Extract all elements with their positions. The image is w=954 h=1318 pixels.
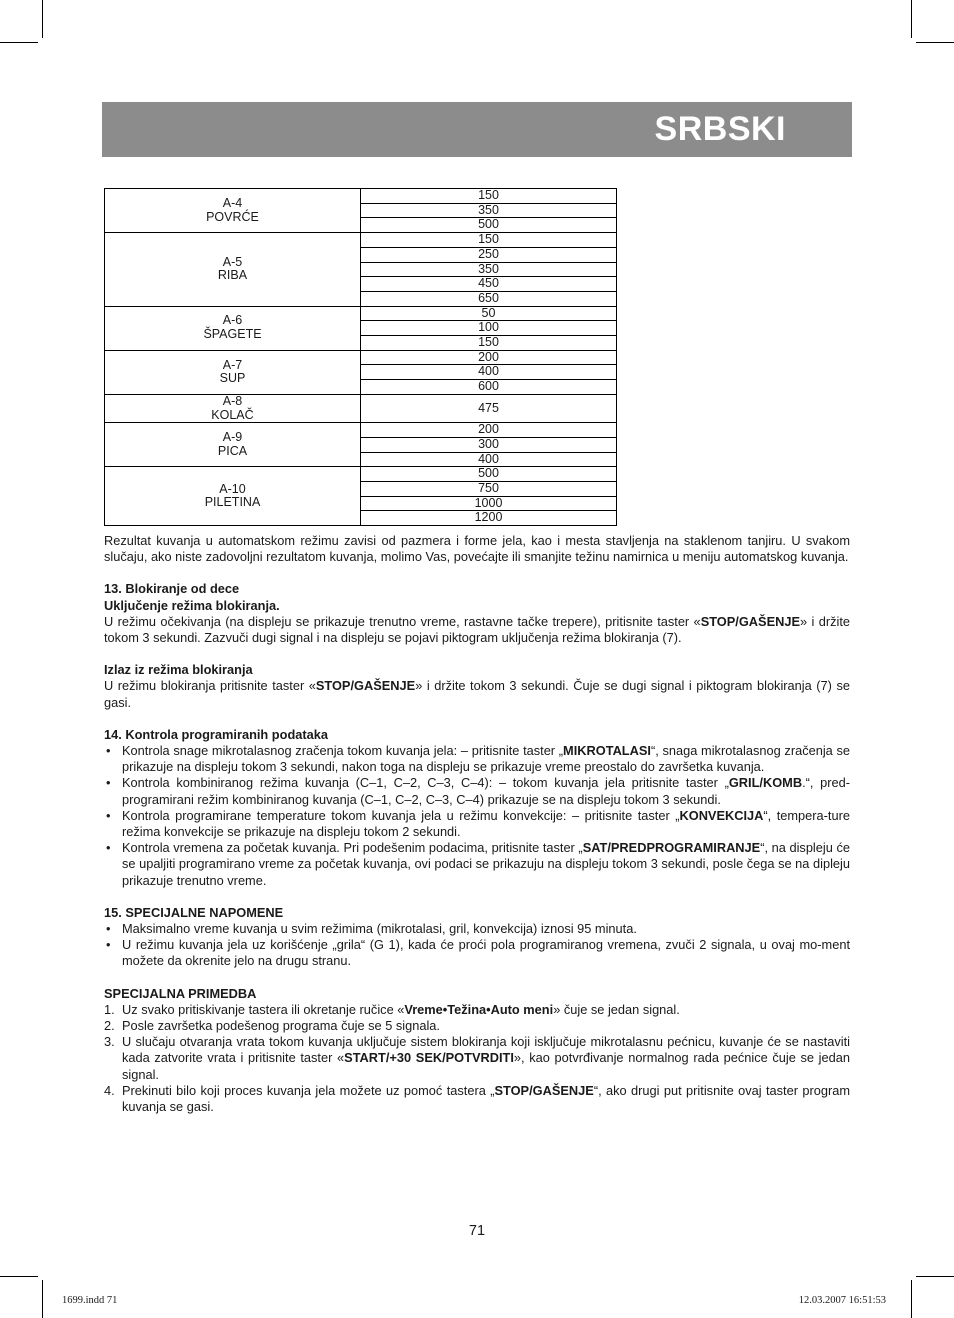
crop-mark — [911, 1280, 912, 1318]
table-row — [105, 467, 617, 482]
program-name: RIBA — [217, 268, 248, 283]
date-slug: 12.03.2007 16:51:53 — [798, 1295, 886, 1306]
crop-mark — [42, 0, 43, 38]
lock-off-paragraph: U režimu blokiranja pritisnite taster «STOP/GAŠENJE» i držite tokom 3 sekundi. Čuje se dugi signal i piktogram blokiranja (7) se gasi. — [104, 678, 850, 710]
table-row — [105, 233, 617, 248]
weight-cell: 500 — [361, 218, 617, 233]
table-row — [105, 189, 617, 204]
program-cell — [105, 350, 361, 394]
program-code: A-8 — [222, 393, 243, 408]
weight-cell: 250 — [361, 247, 617, 262]
crop-mark — [916, 42, 954, 43]
program-cell — [105, 306, 361, 350]
page-title: SRBSKI — [654, 110, 786, 148]
language-header-bar — [102, 102, 852, 157]
weight-cell: 350 — [361, 262, 617, 277]
intro-paragraph: Rezultat kuvanja u automatskom režimu zavisi od pazmera i forme jela, kao i mesta stavljenja na staklenom tanjiru. U svakom slučaju, ako niste zadovoljni rezultatom kuvanja, molimo Vas, povećajte ili smanjite težinu namirnica u meniju automatskog kuvanja. — [104, 533, 850, 565]
weight-table-body — [105, 189, 617, 526]
program-name: KOLAČ — [211, 407, 254, 422]
program-cell — [105, 394, 361, 422]
weight-cell: 150 — [361, 189, 617, 204]
program-name: SUP — [219, 371, 246, 386]
crop-mark — [0, 42, 38, 43]
program-cell — [105, 467, 361, 526]
weight-cell: 475 — [361, 394, 617, 422]
program-cell — [105, 423, 361, 467]
program-code: A-7 — [222, 357, 243, 372]
program-code: A-4 — [222, 195, 243, 210]
program-code: A-5 — [222, 254, 243, 269]
section-15-title: 15. SPECIJALNE NAPOMENE — [104, 904, 284, 920]
weight-cell: 100 — [361, 321, 617, 336]
weight-cell: 350 — [361, 203, 617, 218]
list-item: • Kontrola kombiniranog režima kuvanja (C–1, C–2, C–3, C–4): – tokom kuvanja jela pritisnite taster „GRIL/KOMB.“, pred-programirani režim kombiniranog kuvanja (C–1, C–2, C–3, C–4) prikazuje se na displeju tokom 3 sekundi. — [106, 775, 850, 807]
list-item: • Kontrola snage mikrotalasnog zračenja tokom kuvanja jela: – pritisnite taster „MIKROTALASI“, snaga mikrotalasnog zračenja se prikazuje na displeju tokom 3 sekundi, nakon toga na displeju se prikazuje vreme preostalo do završetka kuvanja. — [106, 743, 851, 775]
program-code: A-6 — [222, 313, 243, 328]
program-code: A-9 — [222, 430, 243, 445]
list-item: 4. Prekinuti bilo koji proces kuvanja jela možete uz pomoć tastera „STOP/GAŠENJE“, ako drugi put pritisnite ovaj taster program kuvanja se gasi. — [104, 1082, 850, 1115]
program-name: PILETINA — [204, 495, 261, 510]
weight-cell: 500 — [361, 467, 617, 482]
lock-off-subtitle: Izlaz iz režima blokiranja — [104, 662, 253, 678]
file-slug: 1699.indd 71 — [62, 1295, 118, 1306]
special-note-title: SPECIJALNA PRIMEDBA — [104, 985, 257, 1001]
list-item: • Kontrola vremena za početak kuvanja. Pri podešenim podacima, pritisnite taster „SAT/PREDPROGRAMIRANJE“, na displeju će se upaljiti programirano vreme za početak kuvanja, ovi podaci se prikazuju na displeju tokom 3 sekundi, posle čega se na dipleju prikazuje trenutno vreme. — [106, 840, 850, 888]
weight-cell: 150 — [361, 336, 617, 351]
list-item: • Kontrola programirane temperature tokom kuvanja jela u režimu konvekcije: – pritisnite taster „KONVEKCIJA“, tempera-ture režima konvekcije se prikazuje na displeju tokom 2 sekundi. — [106, 807, 850, 840]
crop-mark — [42, 1280, 43, 1318]
weight-cell: 300 — [361, 437, 617, 452]
main-content — [104, 533, 850, 1115]
section-13-title: 13. Blokiranje od dece — [104, 581, 240, 597]
section-14-title: 14. Kontrola programiranih podataka — [104, 726, 328, 742]
weight-cell: 750 — [361, 482, 617, 497]
weight-cell: 650 — [361, 291, 617, 306]
weight-cell: 150 — [361, 233, 617, 248]
program-name: ŠPAGETE — [203, 327, 262, 342]
lock-on-paragraph: U režimu očekivanja (na displeju se prikazuje trenutno vreme, rastavne tačke trepere), pritisnite taster «STOP/GAŠENJE» i držite tokom 3 sekundi. Zazvuči dugi signal i na displeju se pojavi piktogram uključenja režima blokiranja (7). — [104, 613, 850, 646]
program-name: POVRĆE — [206, 209, 259, 224]
weight-cell: 1200 — [361, 511, 617, 526]
lock-on-subtitle: Uključenje režima blokiranja. — [104, 597, 280, 613]
program-code: A-10 — [219, 481, 246, 496]
list-item: 3. U slučaju otvaranja vrata tokom kuvanja uključuje sistem blokiranja koji isključuje mikrotalasnu pećnicu, kuvanje će se nastaviti kada zatvorite vrata i pritisnite taster «START/+30 SEK/POTVRDITI», kao potvrđivanje normalnog rada pećnice čuje se jedan signal. — [104, 1034, 850, 1082]
table-row — [105, 350, 617, 365]
weight-cell: 450 — [361, 277, 617, 292]
weight-cell: 400 — [361, 365, 617, 380]
table-row — [105, 423, 617, 438]
program-cell — [105, 189, 361, 233]
table-row — [105, 306, 617, 321]
weight-cell: 200 — [361, 423, 617, 438]
weight-cell: 50 — [361, 306, 617, 321]
list-item: 1. Uz svako pritiskivanje tastera ili okretanje ručice «Vreme•Težina•Auto meni» čuje se jedan signal. — [104, 1001, 680, 1017]
weight-cell: 400 — [361, 452, 617, 467]
program-cell — [105, 233, 361, 307]
page-number: 71 — [468, 1223, 486, 1239]
weight-cell: 1000 — [361, 496, 617, 511]
crop-mark — [911, 0, 912, 38]
auto-cook-weight-table — [104, 188, 617, 526]
table-row — [105, 394, 617, 422]
crop-mark — [916, 1276, 954, 1277]
weight-cell: 200 — [361, 350, 617, 365]
list-item: • Maksimalno vreme kuvanja u svim režimima (mikrotalasi, gril, konvekcija) iznosi 95 minuta. — [106, 921, 637, 937]
list-item: 2. Posle završetka podešenog programa čuje se 5 signala. — [104, 1018, 440, 1034]
program-name: PICA — [217, 443, 248, 458]
weight-cell: 600 — [361, 380, 617, 395]
list-item: • U režimu kuvanja jela uz korišćenje „grila“ (G 1), kada će proći pola programiranog vremena, zvuči 2 signala, u ovaj mo-ment možete da okrenite jelo na drugu stranu. — [106, 937, 850, 969]
crop-mark — [0, 1276, 38, 1277]
